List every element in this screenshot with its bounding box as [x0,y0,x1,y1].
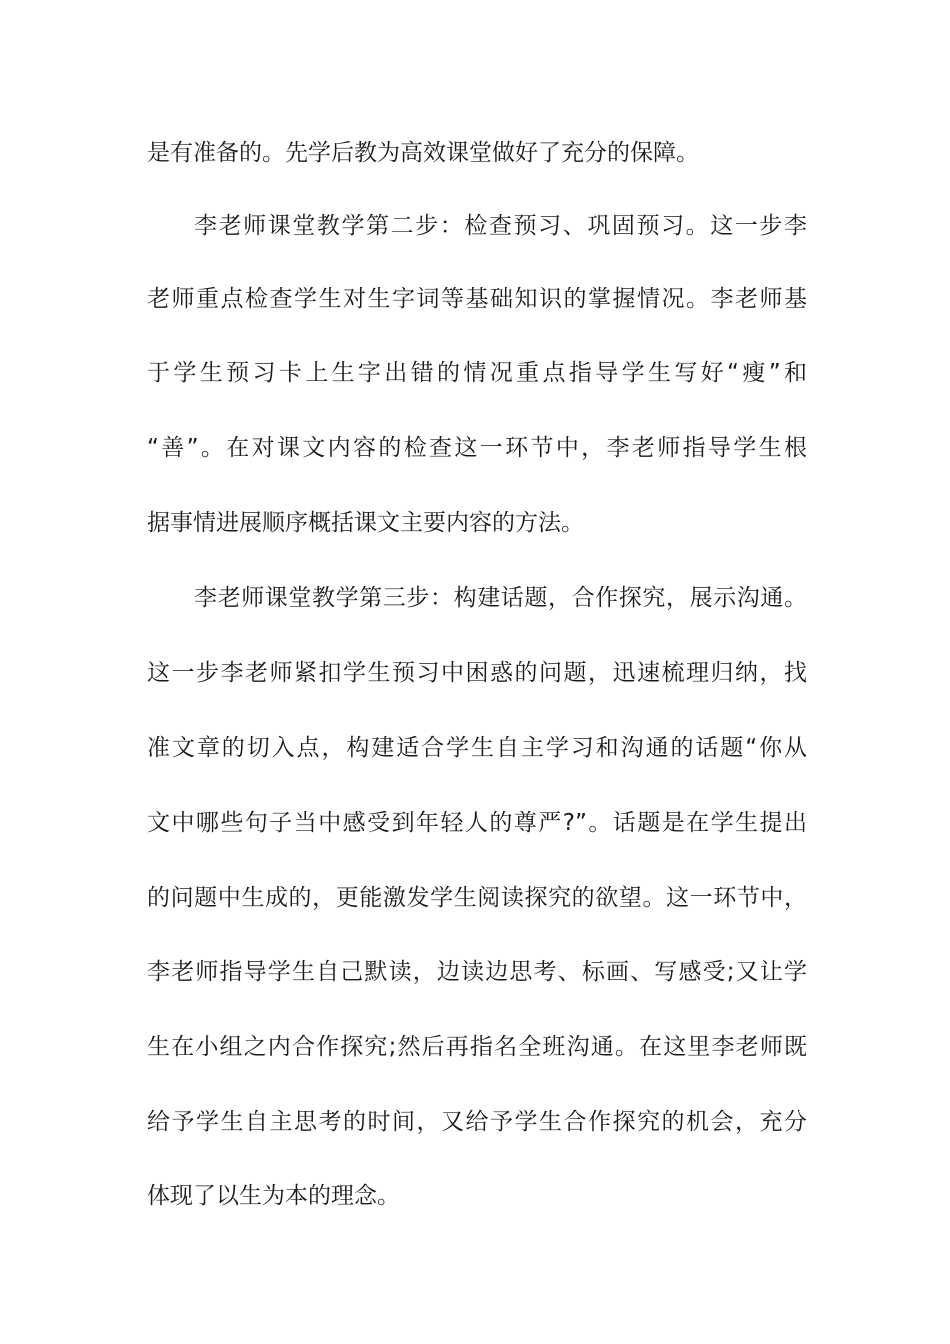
paragraph-3-line-7: 生在小组之内合作探究;然后再指名全班沟通。在这里李老师既 [147,1034,807,1060]
paragraph-2-line-5: 据事情进展顺序概括课文主要内容的方法。 [147,510,584,536]
paragraph-3-line-3: 准文章的切入点，构建适合学生自主学习和沟通的话题“你从 [147,735,807,761]
paragraph-3-line-8: 给予学生自主思考的时间，又给予学生合作探究的机会，充分 [147,1109,807,1135]
paragraph-2-line-2: 老师重点检查学生对生字词等基础知识的掌握情况。李老师基 [147,286,807,312]
paragraph-3-line-4: 文中哪些句子当中感受到年轻人的尊严?”。话题是在学生提出 [147,810,807,836]
paragraph-2-line-4: “善”。在对课文内容的检查这一环节中，李老师指导学生根 [147,435,807,461]
paragraph-3-line-6: 李老师指导学生自己默读，边读边思考、标画、写感受;又让学 [147,959,807,985]
paragraph-1-line-1: 是有准备的。先学后教为高效课堂做好了充分的保障。 [147,140,699,166]
paragraph-3-line-2: 这一步李老师紧扣学生预习中困惑的问题，迅速梳理归纳，找 [147,660,807,686]
paragraph-3-line-9: 体现了以生为本的理念。 [147,1183,400,1209]
paragraph-3-line-5: 的问题中生成的，更能激发学生阅读探究的欲望。这一环节中， [147,885,807,911]
paragraph-2-line-3: 于学生预习卡上生字出错的情况重点指导学生写好“瘦”和 [147,360,807,386]
paragraph-3-line-1: 李老师课堂教学第三步：构建话题，合作探究，展示沟通。 [194,585,807,611]
paragraph-2-line-1: 李老师课堂教学第二步：检查预习、巩固预习。这一步李 [194,213,807,239]
